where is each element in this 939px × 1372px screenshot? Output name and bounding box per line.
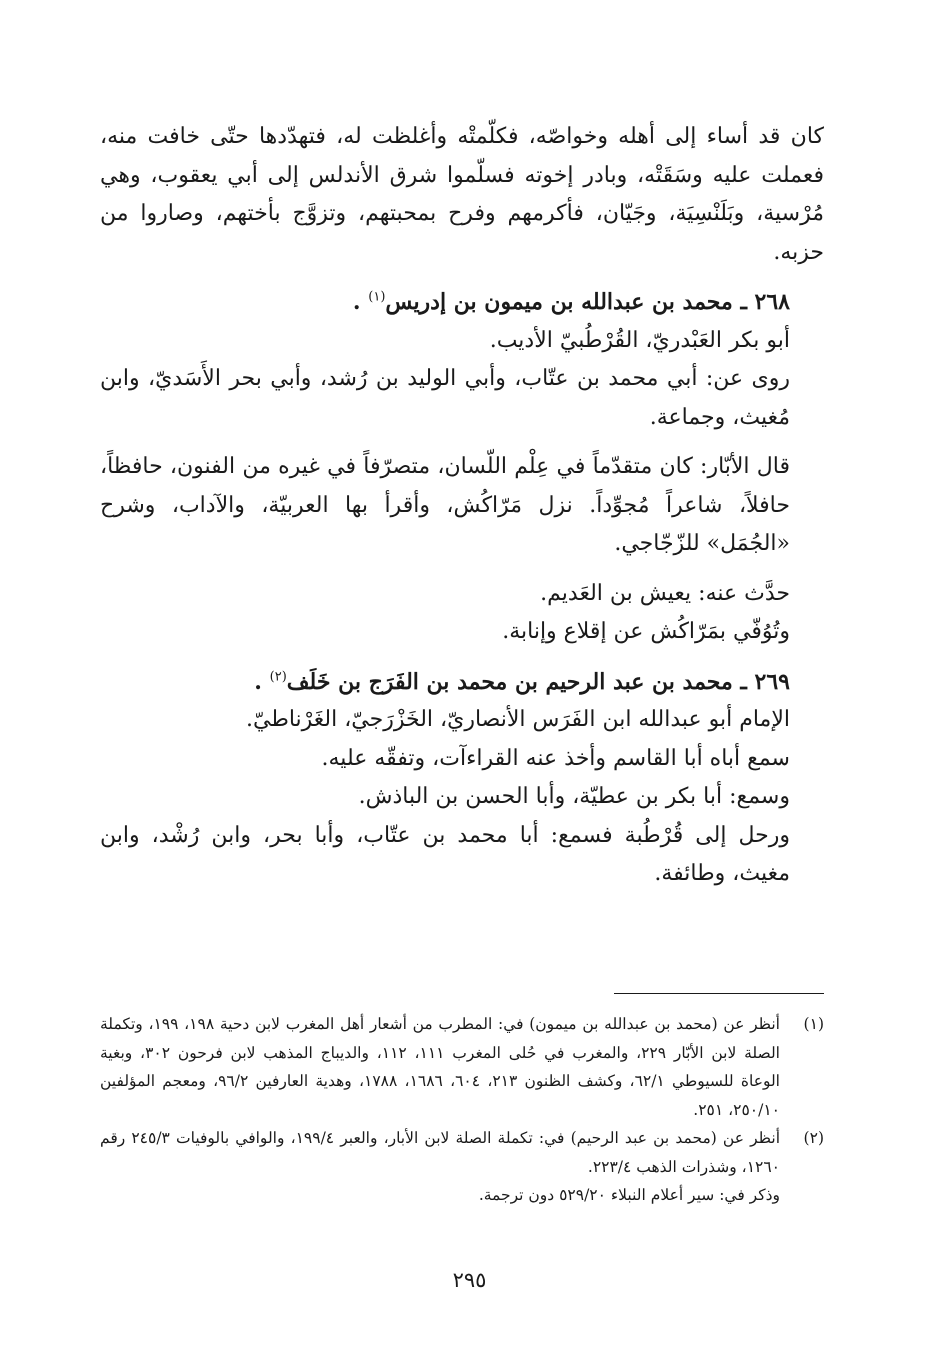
page-number: ٢٩٥ <box>452 1268 487 1292</box>
footnotes <box>100 1010 824 1210</box>
footnote-1-number: (١) <box>803 1015 824 1033</box>
continuation-paragraph: كان قد أساء إلى أهله وخواصّه، فكلّمتْه وأغلظت له، فتهدّدها حتّى خافت منه، فعملت عليه وسَقَتْه، وبادر إخوته فسلّموا شرق الأندلس إلى أبي يعقوب، وهي مُرْسية، وبَلَنْسِيَة، وجَيّان، فأكرمهم وفرح بمحبتهم، وتزوَّج بأختهم، وصاروا من حزبه. <box>100 124 824 265</box>
entry-269-travel: ورحل إلى قُرْطُبة فسمع: أبا محمد بن عتّاب، وأبا بحر، وابن رُشْد، وابن مغيث، وطائفة. <box>100 822 790 886</box>
entry-268-heading <box>100 283 824 322</box>
entry-268-students: حدَّث عنه: يعيش بن العَديم. <box>540 580 790 606</box>
entry-268-death: وتُوُفّي بمَرّاكُش عن إقلاع وإنابة. <box>502 619 790 644</box>
entry-268-kunya: أبو بكر العَبْدريّ، القُرْطُبيّ الأديب. <box>489 327 790 353</box>
footnote-2 <box>100 1124 824 1181</box>
entry-269-heading-end: . <box>254 668 262 695</box>
entry-269-heard: وسمع: أبا بكر بن عطيّة، وأبا الحسن بن الباذش. <box>358 784 790 809</box>
entry-269-father: سمع أباه أبا القاسم وأخذ عنه القراءآت، وتفقّه عليه. <box>321 745 790 771</box>
footnote-divider <box>614 993 824 994</box>
footnote-marker-1: (١) <box>368 289 386 305</box>
footnote-2-number: (٢) <box>803 1129 824 1147</box>
page-content <box>100 118 824 894</box>
footnote-1-text: أنظر عن (محمد بن عبدالله بن ميمون) في: المطرب من أشعار أهل المغرب لابن دحية ١٩٨، ١٩٩، وتكملة الصلة لابن الأبّار ٢٢٩، والمغرب في حُلى المغرب ١١١، ١١٢، والديباج المذهب لابن فرحون ٣٠٢، وبغية الوعاة للسيوطي ٦٢/١، وكشف الظنون ٢١٣، ٦٠٤، ١٦٨٦، ١٧٨٨، وهدية العارفين ٩٦/٢، ومعجم المؤلفين ٢٥٠/١٠، ٢٥١. <box>100 1015 780 1119</box>
footnote-2-extra: وذكر في: سير أعلام النبلاء ٥٢٩/٢٠ دون ترجمة. <box>478 1186 780 1204</box>
entry-269-title: ٢٦٩ ـ محمد بن عبد الرحيم بن محمد بن الفَرَج بن خَلَف <box>286 668 790 695</box>
entry-269-kunya: الإمام أبو عبدالله ابن الفَرَس الأنصاريّ، الخَزْرَجيّ، الغَرْناطيّ. <box>245 707 790 732</box>
main-text <box>100 118 824 894</box>
footnote-marker-2: (٢) <box>269 669 287 685</box>
entry-268-abbar-quote: قال الأبّار: كان متقدّماً في عِلْم اللّسان، متصرّفاً في غيره من الفنون، حافظاً، حافلاً، شاعراً مُجوِّداً. نزل مَرّاكُش، وأقرأ بها العربيّة، والآداب، وشرح «الجُمَل» للزّجّاجي. <box>100 454 790 556</box>
entry-269-heading <box>100 663 824 702</box>
entry-268-heading-end: . <box>352 289 361 315</box>
entry-268-title: ٢٦٨ ـ محمد بن عبدالله بن ميمون بن إدريس <box>385 289 790 315</box>
footnote-2-text: أنظر عن (محمد بن عبد الرحيم) في: تكملة الصلة لابن الأبار، والعبر ١٩٩/٤، والوافي بالوفيات ٢٤٥/٣ رقم ١٢٦٠، وشذرات الذهب ٢٢٣/٤. <box>100 1129 780 1176</box>
entry-268-teachers: روى عن: أبي محمد بن عتّاب، وأبي الوليد بن رُشد، وأبي بحر الأَسَديّ، وابن مُغيث، وجماعة. <box>100 366 790 430</box>
footnote-1 <box>100 1010 824 1124</box>
